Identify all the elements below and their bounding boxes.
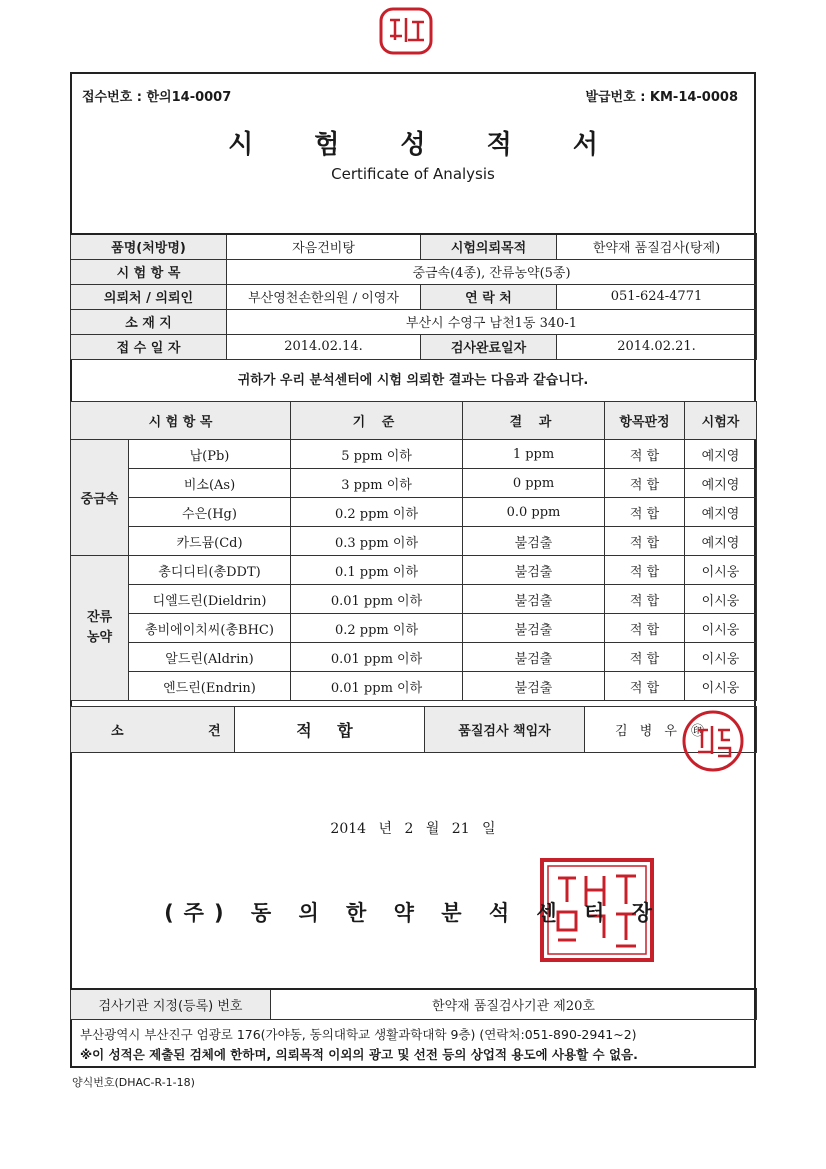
- judgment-value: 적 합: [605, 469, 685, 498]
- quality-manager-name: 김 병 우: [615, 724, 681, 739]
- purpose-value: 한약재 품질검사(탕제): [557, 234, 757, 259]
- judgment-value: 적 합: [605, 672, 685, 701]
- received-date-value: 2014.02.14.: [227, 334, 421, 359]
- table-row: [71, 498, 757, 527]
- registration-table: [70, 988, 757, 1020]
- tester-name: 이시웅: [685, 614, 757, 643]
- opinion-table: [70, 706, 757, 753]
- test-items-label: 시 험 항 목: [71, 259, 227, 284]
- judgment-value: 적 합: [605, 585, 685, 614]
- tester-name: 예지영: [685, 498, 757, 527]
- group-name-line: 농약: [86, 630, 113, 645]
- judgment-value: 적 합: [605, 440, 685, 469]
- opinion-value: 적 합: [235, 707, 425, 753]
- completed-date-value: 2014.02.21.: [557, 334, 757, 359]
- form-number: 양식번호(DHAC-R-1-18): [72, 1076, 195, 1089]
- result-value: 불검출: [463, 556, 605, 585]
- tester-name: 예지영: [685, 469, 757, 498]
- client-value: 부산영천손한의원 / 이영자: [227, 284, 421, 309]
- title-english: Certificate of Analysis: [331, 165, 495, 183]
- product-value: 자음건비탕: [227, 234, 421, 259]
- organization-name: (주) 동 의 한 약 분 석 센 터 장: [164, 901, 662, 925]
- contact-value: 051-624-4771: [557, 284, 757, 309]
- standard-value: 0.01 ppm 이하: [291, 643, 463, 672]
- item-name: 총비에이치씨(총BHC): [129, 614, 291, 643]
- result-value: 불검출: [463, 672, 605, 701]
- results-table: [70, 401, 757, 701]
- tester-name: 이시웅: [685, 643, 757, 672]
- footer-address: 부산광역시 부산진구 엄광로 176(가야동, 동의대학교 생활과학대학 9층) (연락처:051-890-2941~2): [80, 1027, 637, 1042]
- tester-name: 예지영: [685, 440, 757, 469]
- address-value: 부산시 수영구 남천1동 340-1: [227, 309, 757, 334]
- quality-manager-label: 품질검사 책임자: [425, 707, 585, 753]
- item-name: 엔드린(Endrin): [129, 672, 291, 701]
- address-label: 소 재 지: [71, 309, 227, 334]
- item-name: 수은(Hg): [129, 498, 291, 527]
- item-name: 총디디티(총DDT): [129, 556, 291, 585]
- seal-mark: ㊞: [691, 724, 705, 739]
- issue-number: 발급번호 : KM-14-0008: [585, 90, 738, 105]
- result-value: 불검출: [463, 614, 605, 643]
- result-value: 0 ppm: [463, 469, 605, 498]
- footer-disclaimer: ※이 성적은 제출된 검체에 한하며, 의뢰목적 이외의 광고 및 선전 등의 상업적 용도에 사용할 수 없음.: [80, 1047, 638, 1062]
- product-label: 품명(처방명): [71, 234, 227, 259]
- notice-text: 귀하가 우리 분석센터에 시험 의뢰한 결과는 다음과 같습니다.: [237, 373, 589, 388]
- judgment-value: 적 합: [605, 643, 685, 672]
- table-row: [71, 469, 757, 498]
- contact-label: 연 락 처: [421, 284, 557, 309]
- standard-value: 3 ppm 이하: [291, 469, 463, 498]
- table-row: [71, 585, 757, 614]
- item-name: 비소(As): [129, 469, 291, 498]
- standard-value: 0.2 ppm 이하: [291, 498, 463, 527]
- judgment-value: 적 합: [605, 614, 685, 643]
- header-test-item: 시 험 항 목: [71, 402, 291, 440]
- table-row: [71, 527, 757, 556]
- header-standard: 기 준: [291, 402, 463, 440]
- result-value: 1 ppm: [463, 440, 605, 469]
- request-info-table: [70, 233, 757, 360]
- tester-name: 이시웅: [685, 585, 757, 614]
- header-judgment: 항목판정: [605, 402, 685, 440]
- table-row: [71, 440, 757, 469]
- result-value: 불검출: [463, 643, 605, 672]
- tester-name: 이시웅: [685, 672, 757, 701]
- result-value: 불검출: [463, 585, 605, 614]
- group-pesticides: [71, 556, 129, 701]
- standard-value: 0.1 ppm 이하: [291, 556, 463, 585]
- table-row: [71, 614, 757, 643]
- tester-name: 예지영: [685, 527, 757, 556]
- group-heavy-metals: 중금속: [71, 440, 129, 556]
- standard-value: 0.2 ppm 이하: [291, 614, 463, 643]
- results-header-row: [71, 402, 757, 440]
- receipt-number: 접수번호 : 한의14-0007: [82, 90, 232, 105]
- completed-date-label: 검사완료일자: [421, 334, 557, 359]
- registration-label: 검사기관 지정(등록) 번호: [71, 989, 271, 1019]
- top-seal-stamp: [378, 6, 434, 56]
- table-row: [71, 643, 757, 672]
- opinion-label: 소 견: [71, 707, 235, 753]
- header-result: 결 과: [463, 402, 605, 440]
- issue-date: 2014 년 2 월 21 일: [330, 821, 496, 837]
- received-date-label: 접 수 일 자: [71, 334, 227, 359]
- standard-value: 0.01 ppm 이하: [291, 672, 463, 701]
- test-items-value: 중금속(4종), 잔류농약(5종): [227, 259, 757, 284]
- result-value: 불검출: [463, 527, 605, 556]
- standard-value: 5 ppm 이하: [291, 440, 463, 469]
- group-name-line: 잔류: [86, 610, 113, 625]
- item-name: 카드뮴(Cd): [129, 527, 291, 556]
- judgment-value: 적 합: [605, 527, 685, 556]
- tester-name: 이시웅: [685, 556, 757, 585]
- standard-value: 0.01 ppm 이하: [291, 585, 463, 614]
- title-korean: 시 험 성 적 서: [228, 130, 624, 160]
- standard-value: 0.3 ppm 이하: [291, 527, 463, 556]
- item-name: 디엘드린(Dieldrin): [129, 585, 291, 614]
- manager-seal-stamp: [680, 708, 746, 774]
- result-value: 0.0 ppm: [463, 498, 605, 527]
- registration-value: 한약재 품질검사기관 제20호: [271, 989, 757, 1019]
- table-row: [71, 556, 757, 585]
- table-row: [71, 672, 757, 701]
- item-name: 알드린(Aldrin): [129, 643, 291, 672]
- client-label: 의뢰처 / 의뢰인: [71, 284, 227, 309]
- header-tester: 시험자: [685, 402, 757, 440]
- purpose-label: 시험의뢰목적: [421, 234, 557, 259]
- judgment-value: 적 합: [605, 556, 685, 585]
- item-name: 납(Pb): [129, 440, 291, 469]
- judgment-value: 적 합: [605, 498, 685, 527]
